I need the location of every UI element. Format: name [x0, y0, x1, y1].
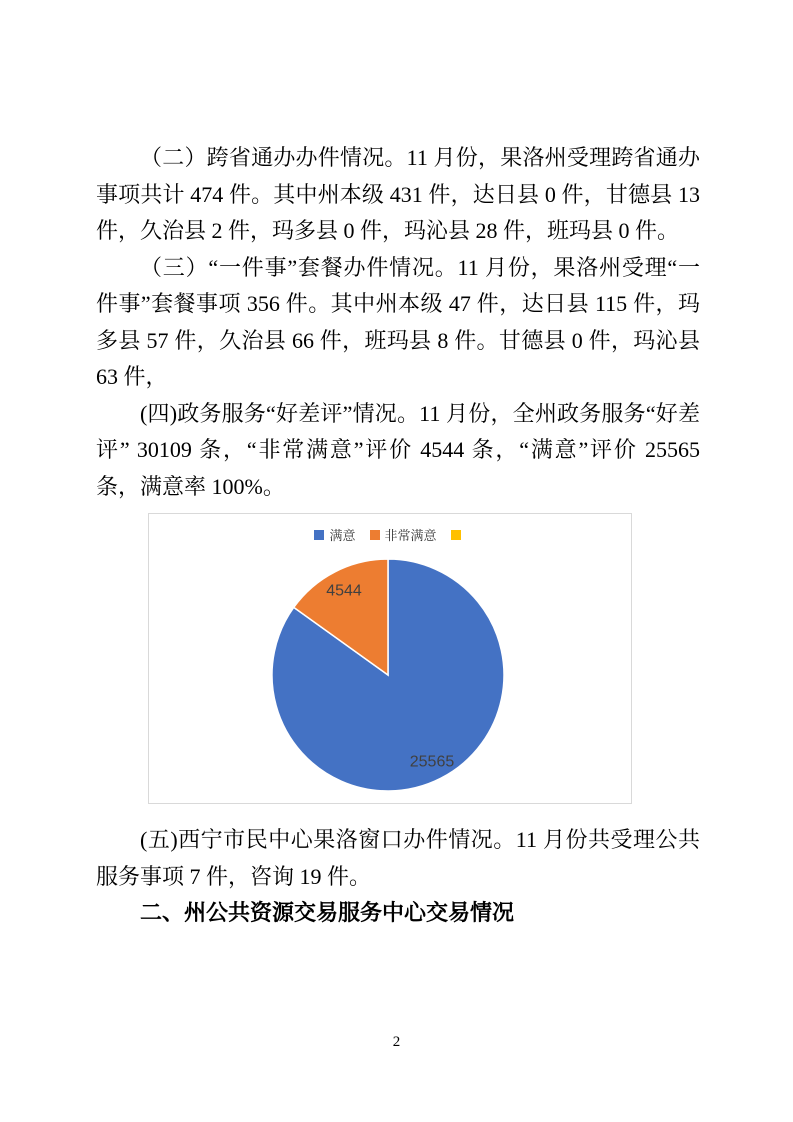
legend-label: 非常满意	[384, 528, 437, 543]
pie-value-label-0: 25565	[409, 753, 455, 771]
section-heading-public-resource-trading: 二、州公共资源交易服务中心交易情况	[140, 900, 515, 925]
paragraph-cross-province-cases: （二）跨省通办办件情况。11 月份，果洛州受理跨省通办事项共计 474 件。其中州本级 431 件，达日县 0 件，甘德县 13 件，久治县 2 件，玛多县 0 件，玛沁县 28 件，班玛县 0 件。	[96, 145, 700, 243]
legend-item-2	[451, 530, 466, 540]
legend-item-0	[314, 525, 355, 544]
legend-label: 满意	[329, 528, 356, 543]
page-number: 2	[392, 1034, 401, 1050]
paragraph-service-rating: (四)政务服务“好差评”情况。11 月份，全州政务服务“好差评” 30109 条，“非常满意”评价 4544 条，“满意”评价 25565 条，满意率 100%。	[96, 400, 700, 499]
legend-swatch-icon	[370, 530, 380, 540]
paragraph-xining-window-cases: (五)西宁市民中心果洛窗口办件情况。11 月份共受理公共服务事项 7 件，咨询 19 件。	[96, 827, 700, 889]
satisfaction-pie-chart	[148, 513, 632, 804]
pie-value-label-1: 4544	[326, 582, 362, 600]
legend-swatch-icon	[314, 530, 324, 540]
legend-swatch-icon	[451, 530, 461, 540]
paragraph-one-matter-package-cases: （三）“一件事”套餐办件情况。11 月份，果洛州受理“一件事”套餐事项 356 件。其中州本级 47 件，达日县 115 件，玛多县 57 件，久治县 66 件，班玛县 8 件。甘德县 0 件，玛沁县 63 件，	[96, 254, 700, 389]
chart-legend	[149, 525, 631, 544]
legend-item-1	[370, 525, 437, 544]
pie-chart-canvas	[149, 514, 631, 803]
document-body	[96, 140, 700, 932]
